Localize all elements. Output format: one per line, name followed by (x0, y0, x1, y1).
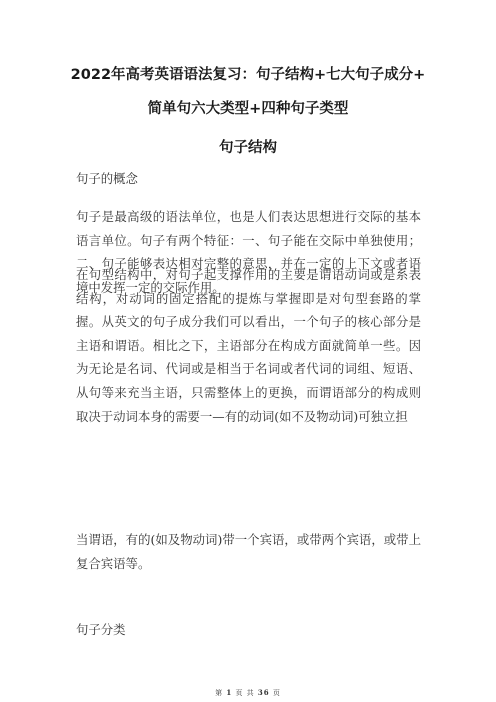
document-title-line-1: 2022年高考英语语法复习：句子结构+七大句子成分+ (70, 67, 426, 83)
footer-total-pages: 36 (257, 688, 270, 697)
section-heading: 句子结构 (219, 140, 277, 156)
footer-prefix: 第 (215, 689, 224, 697)
footer-middle: 页 共 (235, 689, 255, 697)
page-footer (0, 688, 496, 698)
footer-suffix: 页 (272, 689, 281, 697)
paragraph-structure: 在句型结构中，对句子起支撑作用的主要是谓语动词或是系表结构，对动词的固定搭配的提炼与掌握即是对句型套路的掌握。从英文的句子成分我们可以看出，一个句子的核心部分是主语和谓语。相比之下，主语部分在构成方面就简单一些。因为无论是名词、代词或是相当于名词或者代词的词组、短语、从句等来充当主语，只需整体上的更换，而谓语部分的构成则取决于动词本身的需要一—有的动词(如不及物动词)可独立担 (76, 267, 421, 424)
footer-page-number: 1 (226, 688, 233, 697)
paragraph-definition: 句子是最高级的语法单位，也是人们表达思想进行交际的基本语言单位。句子有两个特征：一、句子能在交际中单独使用；二、句子能够表达相对完整的意思，并在一定的上下文或者语境中发挥一定的交际作用。 (76, 209, 421, 295)
paragraph-predicate: 当谓语，有的(如及物动词)带一个宾语，或带两个宾语，或带上复合宾语等。 (76, 532, 421, 571)
paragraph-concept-label: 句子的概念 (76, 171, 138, 186)
document-title-line-2: 简单句六大类型+四种句子类型 (147, 101, 349, 117)
paragraph-classification-label: 句子分类 (76, 622, 126, 637)
